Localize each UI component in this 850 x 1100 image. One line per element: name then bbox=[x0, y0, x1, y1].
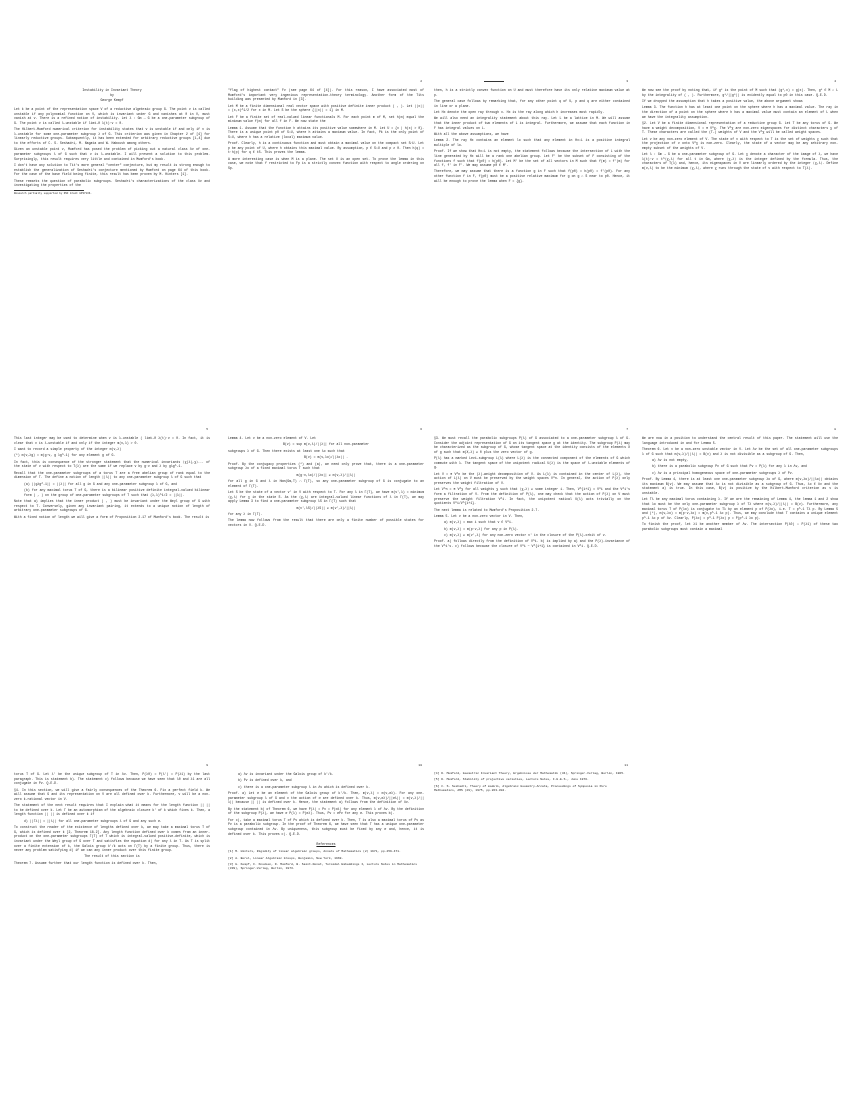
paragraph: Theorem 7. Assume further that our length function is defined over k. Then, bbox=[14, 860, 158, 865]
paragraph: This last integer may be used to determine when v is λ-unstable ( limt→0 λ(t)·v = 0. In fact, it is clear that v is λ-unstable if and only if the integer m(v,λ) > 0. bbox=[14, 436, 210, 445]
paragraph: Let Tλ be any maximal torus containing λ. If we are the remaining of Lemma 4, the lemma 1 and 2 show that λo must be the only one-parameter subgroup λ of Tλ where m(v,λ)/||λ|| = B(v). Furthermore, any maximal torus T of P(λo) is conjugate to Tλ by an element p of P(λo), i.e. T = p^-1 Tλ p. By Lemma 5 and (*), m(v,λo) = m(p·v,λo) = m(v,p^-1 λo p). Thus, we may conclude that T contains a unique element p^-1 λo p of Λv. Clearly, P(λo) = p^-1 P(λo) p = P(p^-1 λo p). bbox=[642, 497, 838, 520]
paper-author: George Kempf bbox=[100, 98, 124, 102]
page-number: 11 bbox=[624, 764, 628, 767]
paragraph: By the statement b) of Theorem 6, we have P(λ) = Pv = P(σλ) for any element λ of Λv. By the definition of the subgroup P(λ), we have σ P(λ) = P(σλ). Thus, Pv = σPv for any σ. This proves b). bbox=[228, 806, 424, 816]
paragraph: (a) ||gλg^-1|| = ||λ|| for all g in G and any one-parameter subgroup λ of G, and bbox=[24, 481, 178, 486]
paragraph: Let F be a finite set of real-valued linear functionals M. For each point m of M, set h(m) equal the minimum value f(m) for all f in F. We now state the bbox=[228, 114, 424, 124]
equation: B(v) = sup m(v,λ)/||λ|| for all non-parameter bbox=[282, 442, 370, 447]
paragraph: b) m(v,λ) = m(p·v,λ) for any p in P(λ). bbox=[444, 526, 519, 531]
paper-page-3 bbox=[428, 80, 634, 410]
paragraph: Therefore, we may assume that there is a function g in F such that f(p0) = h(p0) = f'(p0). For any other function f in F, f(p0) must be a positive relative maximum for g on g ∩ S near to p0. Hence, it will be enough to prove the lemma when F = {g}. bbox=[434, 169, 630, 183]
paragraph: For c), take a maximal torus T of Pv which is defined over k. Then, T is also a maximal torus of Pv as Pv is a parabolic subgroup. In the proof of Theorem 6, we have seen that T has a unique one-parameter subgroup contained in Λv. By uniqueness, this subgroup must be fixed by any σ and, hence, it is defined over k. This proves c). Q.E.D. bbox=[228, 817, 424, 836]
paragraph: Proof. a) Let σ be an element of the Galois group of k'/k. Then, m(v,λ) = m(v,σλ). For any one-parameter subgroup λ of G and v the action of σ are defined over k. Thus, m(v,σλ)/||σλ|| = m(v,λ)/||λ|| because || || is defined over k. Hence, the statement a) follows from the definition of Λv. bbox=[228, 791, 424, 805]
paper-page-1 bbox=[8, 80, 214, 410]
paragraph: Lemma 2. The ray Hx contains an element lo such that any element in Hx∩L is a positive integral multiple of lo. bbox=[434, 138, 630, 147]
paragraph: The general case follows by remarking that, for any other point q of U, p and q are either contained in line or a plane. bbox=[434, 98, 630, 108]
page-top-rule bbox=[484, 81, 504, 82]
paragraph: Let λ : Gm → G be a one-parameter subgroup of G. Let χ denote a character of the image of λ, we have λ(t)·v = t^⟨χ,λ⟩ for all t in Gm, where ⟨χ,λ⟩ is the integer defined by the formula. Thus, the characters of T(λ) and, hence, its eigenspaces in V are linearly ordered by the integer ⟨χ,λ⟩. Define m(v,λ) to be the minimum ⟨χ,λ⟩, where χ runs through the state of v with respect to T(λ). bbox=[642, 152, 838, 170]
paragraph: a) Λv is not empty, bbox=[652, 457, 689, 462]
page-number: 10 bbox=[418, 764, 422, 767]
footnote: Research partially supported by NSF Grant GP37136. bbox=[14, 191, 92, 195]
paragraph: Let V^n = ⊕ V^χ for all weights χ such that ⟨χ,λ⟩ ≥ some integer i. Then, V^{i+1} ⊂ V^i and the V^i's form a filtration of V. From the definition of P(λ), one may check that the action of P(λ) on V must preserve the weight filtration V^i. In fact, the unipotent radical U(λ) acts trivially on the quotients V^i/V^{i+1}. bbox=[434, 487, 630, 506]
paragraph: We will also need an integrality statement about this ray. Let L be a lattice in M. We will assume that the inner product of two elements of L is integral. Furthermore, we assume that each function in F has integral values on L. bbox=[434, 116, 630, 130]
paragraph: Let Hx denote the open ray through x. Hx is the ray along which h increases most rapidly. bbox=[434, 109, 605, 114]
page-number: 4 bbox=[834, 80, 836, 83]
paragraph: To finish the proof, let λ1 be another member of Λv. The intersection P(λ0) ∩ P(λ1) of these two parabolic subgroups must contain a maximal bbox=[642, 522, 838, 531]
paragraph: d) ||Γλ|| = ||λ|| for all one-parameter subgroups λ of G and any such σ. bbox=[24, 818, 162, 823]
page-number: 6 bbox=[420, 428, 422, 431]
paragraph: Lemma 3. The function h has at least one point on the sphere where h has a maximal value. The ray in the direction of a point on the sphere where h has a maximal value must contain an element of L when we have the integrality assumption. bbox=[642, 105, 838, 119]
paragraph: Let S be the state of a vector v' in V with respect to T. For any λ in Γ(T), we have m(v',λ) = minimum ⟨χ,λ⟩ for χ in the state S. As the ⟨χ,λ⟩ are integral-valued linear functions of λ in Γ(T), we may apply Lemma 3 to find a one-parameter subgroup λS in Γ(T) such that bbox=[228, 489, 424, 504]
paragraph: (b) for any maximal torus T of G, there is a bilinear positive definite integral-valued bilinear form ( , ) on the group of one-parameter subgroups of T such that (λ,λ)^1/2 = ||λ||. bbox=[24, 488, 210, 497]
paragraph: With a fixed notion of length we will give a form of Proposition 2.17 of Mumford's book. The result is bbox=[14, 514, 210, 519]
paragraph: Lemma 4. Let v be a non-zero element of V. Let bbox=[228, 436, 316, 440]
paragraph: Let k be a point of the representation space V of a reductive algebraic group G. The point v is called unstable if any polynomial function on V, which is invariant under G and vanishes at 0 in V, must vanish at v. There is a refined notion of instability. Let λ : Gm → G be a one-parameter subgroup of G. The point v is called λ-unstable if limt→0 λ(t)·v = 0. bbox=[14, 107, 210, 125]
paragraph: The Hilbert-Mumford numerical criterion for instability states that v is unstable if and only if v is λ-unstable for some one-parameter subgroup λ of G. This criterion was given in Chapter 2 of [4] for linearly reductive groups. Subsequently, it has been extended for arbitrary reductive groups [1,4] due to the efforts of C. S. Seshadri, M. Nagata and W. Haboush among others. bbox=[14, 127, 210, 145]
paragraph: Recall that the one-parameter subgroups of a torus T are a free abelian group of rank equal to the dimension of T. The define a notion of length ||λ|| to any one-parameter subgroup λ of G such that bbox=[14, 470, 210, 480]
footnote-rule bbox=[14, 190, 84, 191]
paragraph: then, h is a strictly convex function on U and must therefore have its only relative maximum value at p. bbox=[434, 88, 630, 97]
paragraph: In fact, this is consequence of the stronger statement that the numerical invariants ⟨χ(λ),χ⟩... of the state of v with respect to T(λ) are the same if we replace v by g·v and λ by gλg^-1. bbox=[14, 459, 210, 469]
paragraph: for any λ in Γ(T). bbox=[228, 511, 263, 516]
paragraph: subgroups λ of G. Then there exists at least one λo such that bbox=[228, 448, 345, 453]
page-number: 9 bbox=[206, 764, 208, 767]
paragraph: Given an unstable point v, Mumford has posed the problem of picking out a natural class Λv of one-parameter subgroups λ of G such that v is λ-unstable. I will present a solution to this problem. Surprisingly, this result requires very little and contained in Mumford's book. bbox=[14, 147, 210, 161]
paper-page-6 bbox=[222, 428, 428, 758]
paragraph: Proof. By the conjugacy properties (*) and (a), we need only prove that, there is a one-parameter subgroup λo of a fixed maximal torus T such that bbox=[228, 461, 424, 471]
paragraph: (*) m(v,λg) = m(g·v, g λg^-1) for any element g of G. bbox=[14, 453, 116, 458]
reference-item: [3] G. Kempf, F. Knudsen, D. Mumford, B. Saint-Donat, Toroidal Embeddings I, Lecture Notes in Mathematics (339), Springer-Verlag, Berlin, 1973. bbox=[228, 862, 418, 871]
paragraph: §2. Let V be a finite dimensional representation of a reductive group G. Let T be any torus of G. We have a weight decomposition, V = ⊕ V^χ. The V^χ are non-zero eigenspaces for distinct characters χ of T. These characters are called the (T-) weights of V and the V^χ will be called weight spaces. bbox=[642, 120, 838, 135]
paper-page-7 bbox=[428, 428, 634, 758]
paragraph: b) Pv is defined over k, and bbox=[238, 778, 292, 783]
paragraph: a) Λv is invariant under the Galois group of k'/k. bbox=[238, 772, 334, 776]
paragraph: b) there is a parabolic subgroup Pv of G such that Pv = P(λ) for any λ in Λv, and bbox=[652, 464, 807, 469]
paper-page-4 bbox=[636, 80, 842, 410]
paragraph: The statement of the next result requires that I explain what it means for the length function || || to be defined over k. Let Γ be an automorphism of the algebraic closure k' of k which fixes k. Then, a length function || || is defined over k if bbox=[14, 803, 210, 817]
paragraph: The lemma now follows from the result that there are only a finite number of possible states for vectors in V. Q.E.D. bbox=[228, 518, 424, 527]
page-number: 3 bbox=[626, 80, 628, 83]
paragraph: c) there is a one-parameter subgroup λ in Λv which is defined over k. bbox=[238, 784, 370, 789]
paragraph: Lemma 1. Assume that the function h attains its positive value somewhere in M. Let U = {x | h(x) > 0}. There is a unique point p0 of S∩U, where h attains a maximum value. In fact, Pk is the only point of S∩U, where h has a relative (local) maximum value. bbox=[228, 125, 424, 139]
reference-item: [6] C. S. Seshadri, Theory of moduli, Algebraic Geometry-Arcata, Proceedings of Symposia in Pure Mathematics, AMS (29), 1975, pp.263-304. bbox=[434, 784, 607, 793]
paragraph: A more interesting case is when M is a plane. The set U is an open set. To prove the lemma in this case, we note that f restricted to Fp is a strictly convex function with respect to angle ordering on Sp. bbox=[228, 156, 424, 170]
paragraph: We are now in a position to understand the central result of this paper. The statement will use the language introduced in and for Lemma 5. bbox=[642, 436, 838, 445]
paragraph: P(λ) has a marked Levi-subgroup L(λ) where L(λ) is the connected component of the elements of G which commute with λ. The tangent space of the unipotent radical U(λ) is the space of λ-unstable elements of g. bbox=[434, 456, 630, 470]
paper-page-2 bbox=[222, 80, 428, 410]
paragraph: "flag of highest contact" Fv (see page 64 of [4]). For this reason, I have associated most of Mumford's important very ingenious representation-theory terminology. Another form of the Tits building was presented by Mumford in [3]. bbox=[228, 88, 424, 102]
page-number: 2 bbox=[420, 80, 422, 83]
equation: m(g·v,λo)/||λo|| ≥ m(v,λ)/||λ|| bbox=[296, 472, 356, 477]
page-number: 5 bbox=[206, 428, 208, 431]
paragraph: c) m(v,λ) ≥ m(v',λ) for any non-zero vector v' in the closure of the P(λ)-orbit of v. bbox=[444, 533, 607, 538]
paragraph: Let M be a finite dimensional real vector space with positive definite inner product ( , ). Let ||x|| = (x,x)^1/2 for x in M. Let S be the sphere {||x|| = 1} in M. bbox=[228, 103, 424, 113]
paragraph: torus T of G. Let λ' be the unique subgroup of T in Λv. Then, P(λ0) = P(λ') = P(λ1) by the last paragraph. This is statement b). The statement c) follows because we have seen that λ0 and λ1 are all conjugate in Pv. Q.E.D. bbox=[14, 772, 210, 786]
paragraph: I want to record a simple property of the integer m(v,λ) bbox=[14, 446, 122, 451]
paragraph: §4. In this section, we will give a fairly consequences of the Theorem 6. Fix a perfect field k. We will assume that G and its representation on V are all defined over k. Furthermore, v will be a non-zero k-rational vector in V. bbox=[14, 787, 210, 801]
paragraph: If we dropped the assumption that h takes a positive value, the above argument shows bbox=[642, 98, 803, 103]
paragraph: §3. We must recall the parabolic subgroups P(λ) of G associated to a one-parameter subgroup λ of G. Consider the adjoint representation of G on its tangent space g at the identity. The subgroup P(λ) may be characterized as the subgroup of G, whose tangent space at the identity consists of the elements X of g such that m(X,λ) ≥ 0 plus the zero vector of g. bbox=[434, 436, 630, 454]
paper-by: by bbox=[110, 93, 114, 97]
paragraph: Proof. Clearly, h is a continuous function and must obtain a maximal value on the compact set S∩U. Let p be any point of U, where h obtains this maximal value. By assumption, p ∈ S∩U and p ≠ 0. Then h(q) = t·h(p) for q ∈ tS. This proves the lemma. bbox=[228, 141, 424, 155]
page-number: 7 bbox=[626, 428, 628, 431]
equation: m(v',λS)/||λS|| ≥ m(v',λ)/||λ|| bbox=[296, 505, 356, 510]
paragraph: a) m(v,λ) = max i such that v ∈ V^i. bbox=[444, 520, 513, 525]
paragraph: Theorem 6. Let v be a non-zero unstable vector in V. Let Λv be the set of all one-parameter subgroups λ of G such that m(v,λ)/||λ|| = B(v) and λ is not divisible as a subgroup of G. Then, bbox=[642, 446, 838, 456]
reference-item: [4] D. Mumford, Geometric Invariant Theory, Ergebnisse der Mathematik (34), Springer-Verlag, Berlin, 1965. bbox=[434, 772, 625, 775]
paper-page-10 bbox=[222, 764, 428, 1094]
equation: B(v) = m(v,λo)/||λo|| . bbox=[304, 455, 348, 460]
paper-title: Instability in Invariant Theory bbox=[82, 88, 142, 92]
paragraph: I don't have any solution to Tit's more general "center" conjecture, but my result is strong enough to establish the generalization of Seshadri's conjecture mentioned by Mumford on page 64 of this book. For the case of the base field being finite, this result has been proven by M. Hinters [1]. bbox=[14, 162, 210, 177]
paragraph: With all the above assumptions, we have bbox=[434, 131, 509, 136]
references-heading: References bbox=[316, 842, 336, 847]
paragraph: The next lemma is related to Mumford's Proposition 2.7. bbox=[434, 507, 540, 512]
paper-page-9 bbox=[8, 764, 214, 1094]
paragraph: Proof. a) follows directly from the definition of V^i. b) is implied by a) and the P(λ)-invariance of the V^i's. c) follows because the closure of V^i − V^{i+1} is contained in V^i. Q.E.D. bbox=[434, 539, 630, 549]
paragraph: These remarks the question of parabolic subgroups. Seshadri's characterizations of the class Λv and investigating the properties of the bbox=[14, 178, 210, 188]
paragraph: c) Λv is a principal homogeneous space of one-parameter subgroups λ of Pv. bbox=[652, 470, 794, 475]
paragraph: Let v be any non-zero element of V. The state of v with respect to T is the set of weights χ such that the projection of v onto V^χ is non-zero. Clearly, the state of a vector may be any arbitrary non-empty subset of the weights of V. bbox=[642, 136, 838, 150]
paper-page-8 bbox=[636, 428, 842, 758]
paragraph: Proof. If we show that Hx∩L is not empty, the statement follows because the intersection of L with the line generated by Hx will be a rank one abelian group. Let F' be the subset of F consisting of the functions f such that f(p0) = h(p0). Let M' be the set of all vectors in M such that f(m) = f'(m) for all f, f' in F'. We may assume p0 ∈ M'. bbox=[434, 149, 630, 168]
reference-item: [1] M. Hinters, Rigidity of linear algebraic groups, Annals of Mathematics (2) 1971, pp.459-471. bbox=[228, 850, 401, 854]
paragraph: We now see the proof by noting that, if g* is the point of M such that (g*,x) = g(x). Then, g* ∈ M ∩ L by the integrality of ( , ). Furthermore, g*/||g*|| is evidently equal to p0 in this case. Q.E.D. bbox=[642, 88, 838, 97]
paragraph: Note that a) implies that the inner product ( , ) must be invariant under the Weyl group of G with respect to T. Conversely, given any invariant pairing, it extends to a unique notion of length of arbitrary one-parameter subgroups of G. bbox=[14, 499, 210, 513]
page-number: 8 bbox=[834, 428, 836, 431]
paragraph: Let V = ⊕ V^n be the (λ)-weight decomposition of V. As L(λ) is contained in the center of L(λ), the action of L(λ) on V must be preserved by the weight spaces V^n. In general, the action of P(λ) only preserves the weight filtration of V. bbox=[434, 471, 630, 485]
paragraph: Proof. By Lemma 4, there is at least one one-parameter subgroup λo of G, where m(v,λo)/||λo|| obtains its maximum B(v). We may assume that λo is not divisible as a subgroup of G. Thus, λo ∈ Λv and the statement a) is true. In this case, B(v) is positive by the Hilbert-Mumford criterion as v is unstable. bbox=[642, 477, 838, 495]
paragraph: Lemma 5. Let v be a non-zero vector in V. Then, bbox=[434, 513, 524, 518]
reference-item: [2] A. Borel, Linear Algebraic Groups, Benjamin, New York, 1969. bbox=[228, 856, 344, 860]
paper-page-5 bbox=[8, 428, 214, 758]
paragraph: To construct the reader of the existence of lengths defined over k, we may take a maximal torus T of G, which is defined over k [2, Theorem 18.2]. Any length function defined over k comes from an inner-product on the one-parameter subgroups Γ(T) of T which is integral-valued positive-definite, which is invariant under the Weyl group of G over T and satisfies the equation d) for any λ in T. As T is split over a finite extension of k, the Galois group k'/k acts on Γ(T) by a finite group. Thus, there is never any problem satisfying d) if we can any inner product over this finite group. bbox=[14, 825, 210, 853]
paragraph: The result of this section is bbox=[84, 854, 140, 859]
paragraph: for all g in G and λ in Hom(Gm,T) ∩ Γ(T), so any one-parameter subgroup of G is conjugate to an element of Γ(T). bbox=[228, 478, 424, 488]
reference-item: [5] D. Mumford, Stability of projective varieties, Lecture Notes, I.H.E.S., June 1976. bbox=[434, 778, 589, 782]
paper-page-11 bbox=[428, 764, 634, 1094]
